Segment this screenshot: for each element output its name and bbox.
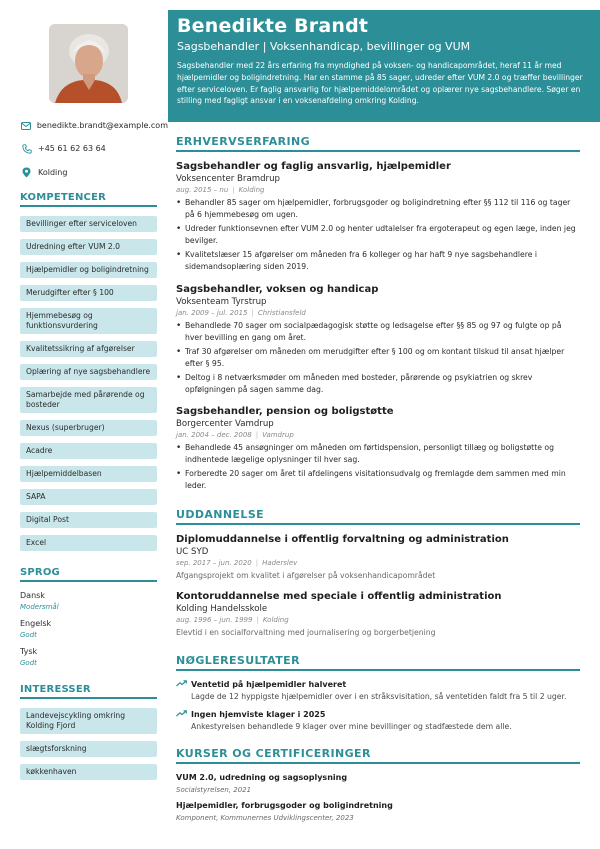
education-title: Diplomuddannelse i offentlig forvaltning og administration — [176, 534, 509, 545]
interest-pill: køkkenhaven — [20, 764, 157, 780]
job-org: Voksenteam Tyrstrup — [176, 297, 267, 307]
job-place: Kolding — [238, 186, 265, 194]
skill-pill: Oplæring af nye sagsbehandlere — [20, 364, 157, 380]
language-name: Dansk — [20, 591, 45, 600]
job-org: Voksencenter Bramdrup — [176, 174, 280, 184]
education-meta: aug. 1996 – jun. 1999 | Kolding — [176, 616, 289, 624]
language-level: Godt — [20, 659, 37, 667]
skill-pill: Merudgifter efter § 100 — [20, 285, 157, 301]
job-bullet: • Forberedte 20 sager om året til afdelingens visitationsudvalg og fremlagde dem sammen med min leder. — [176, 469, 566, 490]
education-place: Haderslev — [262, 559, 298, 567]
contact-phone[interactable] — [20, 142, 168, 155]
result-desc: Lagde de 12 hyppigste hjælpemidler over i en stråksvisitation, så ventetiden faldt fra 5 til 2 uger. — [191, 692, 567, 701]
skill-pill: SAPA — [20, 489, 157, 505]
course-title: VUM 2.0, udredning og sagsoplysning — [176, 773, 348, 782]
course-meta: Socialstyrelsen, 2021 — [176, 786, 252, 794]
job-dates: aug. 2015 – nu — [176, 186, 229, 194]
job-place: Christiansfeld — [257, 309, 306, 317]
skill-pill: Digital Post — [20, 512, 157, 528]
languages-heading: SPROG — [20, 567, 157, 582]
result-title: Ventetid på hjælpemidler halveret — [191, 680, 347, 689]
result-title: Ingen hjemviste klager i 2025 — [191, 710, 326, 719]
skill-pill: Samarbejde med pårørende og bosteder — [20, 387, 157, 413]
candidate-title: Sagsbehandler | Voksenhandicap, bevillinger og VUM — [177, 40, 471, 53]
job-title: Sagsbehandler og faglig ansvarlig, hjælpemidler — [176, 161, 451, 172]
education-dates: aug. 1996 – jun. 1999 — [176, 616, 253, 624]
job-place: Vamdrup — [262, 431, 294, 439]
course-title: Hjælpemidler, forbrugsgoder og boligindretning — [176, 801, 393, 810]
skill-pill: Excel — [20, 535, 157, 551]
job-dates: jan. 2004 – dec. 2008 — [176, 431, 252, 439]
education-desc: Elevtid i en socialforvaltning med journalisering og borgerbetjening — [176, 628, 436, 637]
skill-pill: Acadre — [20, 443, 157, 459]
left-sidebar — [0, 0, 168, 849]
candidate-name: Benedikte Brandt — [177, 15, 369, 37]
language-name: Engelsk — [20, 619, 52, 628]
job-bullet: • Behandlede 70 sager om socialpædagogisk støtte og ledsagelse efter §§ 85 og 97 og fulgte op på hver bevilling en gang om året. — [176, 321, 562, 342]
job-meta: jan. 2009 – jul. 2015 | Christiansfeld — [176, 309, 306, 317]
interests-heading: INTERESSER — [20, 684, 157, 699]
contact-email[interactable] — [20, 119, 168, 132]
job-dates: jan. 2009 – jul. 2015 — [176, 309, 248, 317]
location-text: Kolding — [38, 168, 68, 177]
job-bullet: • Udreder funktionsevnen efter VUM 2.0 og henter udtalelser fra ergoterapeut og egen læge, inden jeg bevilger. — [176, 224, 576, 245]
email-text: benedikte.brandt@example.com — [36, 121, 168, 130]
skill-pill: Nexus (superbruger) — [20, 420, 157, 436]
skill-pill: Kvalitetssikring af afgørelser — [20, 341, 157, 357]
profile-summary: Sagsbehandler med 22 års erfaring fra myndighed på voksen- og handicapområdet, heraf 11 år med hjælpemidler og boligindretning. Har en stamme på 85 sager, udreder efter VUM 2.0 og træffer bevillinger efter serviceloven. Er faglig ansvarlig for hjælpemiddelområdet og oplærer nye sagsbehandlere. Søger en stilling med fagligt ansvar i en voksenafdeling omkring Kolding. — [177, 61, 583, 106]
job-bullet: • Kvalitetslæser 15 afgørelser om måneden fra 6 kolleger og har haft 9 nye sagsbehandlere i sidemandsoplæring siden 2019. — [176, 250, 538, 271]
education-org: Kolding Handelsskole — [176, 604, 268, 614]
education-dates: sep. 2017 – jun. 2020 — [176, 559, 252, 567]
interest-pill: Landevejscykling omkring Kolding Fjord — [20, 708, 157, 734]
education-title: Kontoruddannelse med speciale i offentlig administration — [176, 591, 502, 602]
portrait-image — [49, 24, 128, 103]
courses-heading: KURSER OG CERTIFICERINGER — [176, 747, 580, 764]
education-place: Kolding — [262, 616, 289, 624]
language-level: Godt — [20, 631, 37, 639]
result-item — [176, 710, 580, 731]
job-org: Borgercenter Vamdrup — [176, 419, 274, 429]
skills-heading: KOMPETENCER — [20, 192, 157, 207]
experience-heading: ERHVERVSERFARING — [176, 135, 580, 152]
skill-pill: Udredning efter VUM 2.0 — [20, 239, 157, 255]
interest-pill: slægtsforskning — [20, 741, 157, 757]
education-desc: Afgangsprojekt om kvalitet i afgørelser på voksenhandicapområdet — [176, 571, 436, 580]
language-name: Tysk — [20, 647, 38, 656]
trend-up-icon — [176, 710, 188, 719]
skill-pill: Hjemmebesøg og funktionsvurdering — [20, 308, 157, 334]
job-title: Sagsbehandler, pension og boligstøtte — [176, 406, 394, 417]
skill-pill: Hjælpemidler og boligindretning — [20, 262, 157, 278]
phone-icon — [20, 142, 33, 155]
job-bullet: • Behandler 85 sager om hjælpemidler, forbrugsgoder og boligindretning efter §§ 112 til 116 og tager på 6 hjemmebesøg om ugen. — [176, 198, 571, 219]
job-title: Sagsbehandler, voksen og handicap — [176, 284, 379, 295]
education-heading: UDDANNELSE — [176, 508, 580, 525]
skill-pill: Hjælpemiddelbasen — [20, 466, 157, 482]
job-bullet: • Deltog i 8 netværksmøder om måneden med bosteder, pårørende og psykiatrien og skrev opfølgningen på sagen samme dag. — [176, 373, 533, 394]
result-desc: Ankestyrelsen behandlede 9 klager over mine bevillinger og stadfæstede dem alle. — [191, 722, 512, 731]
header-banner — [168, 10, 600, 122]
job-meta: jan. 2004 – dec. 2008 | Vamdrup — [176, 431, 294, 439]
language-level: Modersmål — [20, 603, 59, 611]
result-item — [176, 680, 580, 701]
results-heading: NØGLERESULTATER — [176, 654, 580, 671]
job-bullet: • Behandlede 45 ansøgninger om måneden om førtidspension, personligt tillæg og boligstøtte og indhentede lægelige oplysninger til hver sag. — [176, 443, 554, 464]
skill-pill: Bevillinger efter serviceloven — [20, 216, 157, 232]
trend-up-icon — [176, 680, 188, 689]
location-pin-icon — [20, 166, 33, 179]
job-bullet: • Traf 30 afgørelser om måneden om merudgifter efter § 100 og om kontant tilskud til ansat hjælper efter § 95. — [176, 347, 565, 368]
education-meta: sep. 2017 – jun. 2020 | Haderslev — [176, 559, 298, 567]
education-org: UC SYD — [176, 547, 209, 557]
email-icon — [20, 119, 32, 132]
course-meta: Komponent, Kommunernes Udviklingscenter, 2023 — [176, 814, 354, 822]
phone-text: +45 61 62 63 64 — [38, 144, 106, 153]
job-meta: aug. 2015 – nu | Kolding — [176, 186, 265, 194]
profile-photo — [49, 24, 128, 103]
contact-location — [20, 166, 168, 179]
